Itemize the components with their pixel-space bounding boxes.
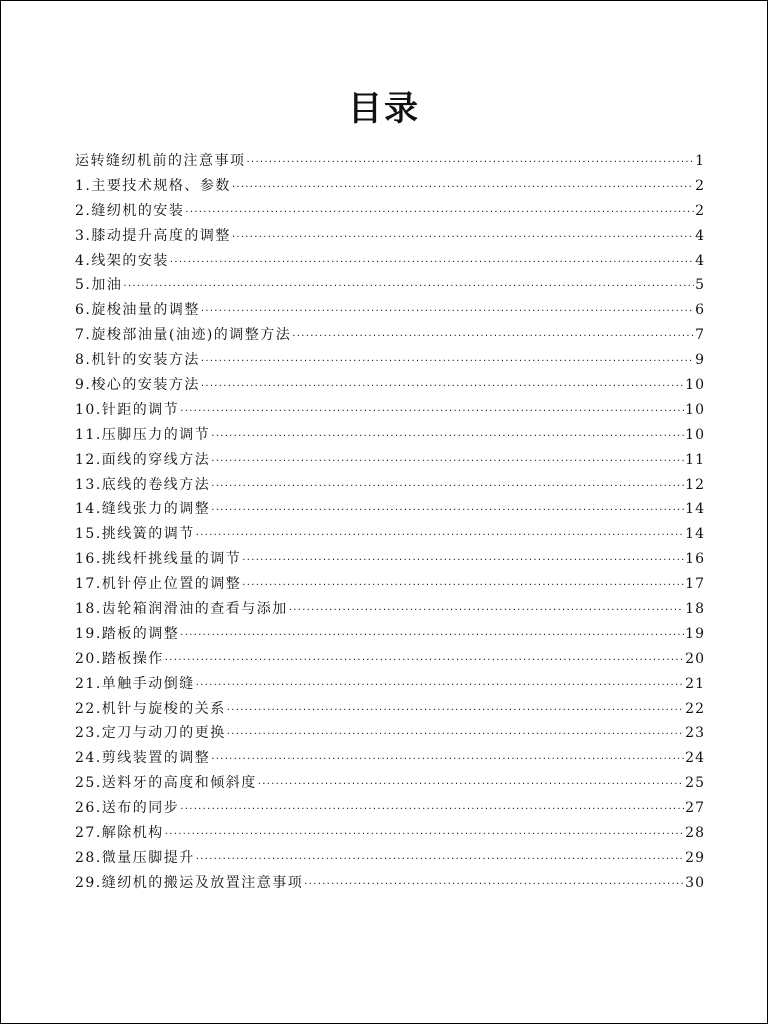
toc-entry — [75, 374, 705, 399]
toc-entry-page-number: 22 — [685, 700, 705, 717]
toc-entry-page-number: 4 — [695, 227, 705, 244]
toc-entry-label: 11.压脚压力的调节 — [75, 426, 211, 443]
toc-dot-leader — [304, 879, 684, 890]
toc-entry-page-number: 10 — [685, 426, 705, 443]
toc-dot-leader — [165, 655, 684, 666]
toc-entry-page-number: 14 — [685, 501, 705, 518]
toc-entry-page-number: 17 — [685, 576, 705, 593]
toc-dot-leader — [165, 829, 684, 840]
toc-entry — [75, 673, 705, 698]
toc-dot-leader — [211, 505, 684, 516]
toc-entry — [75, 548, 705, 573]
toc-entry-page-number: 30 — [685, 874, 705, 891]
toc-entry-label: 24.剪线装置的调整 — [75, 750, 211, 767]
toc-entry-label: 15.挑线簧的调节 — [75, 526, 195, 543]
toc-entry-page-number: 28 — [685, 825, 705, 842]
toc-entry-page-number: 19 — [685, 625, 705, 642]
toc-entry-page-number: 5 — [695, 277, 705, 294]
toc-dot-leader — [201, 381, 684, 392]
toc-entry-page-number: 18 — [685, 601, 705, 618]
toc-dot-leader — [180, 630, 684, 641]
toc-entry-label: 10.针距的调节 — [75, 401, 180, 418]
toc-entry-label: 13.底线的卷线方法 — [75, 476, 211, 493]
toc-entry — [75, 225, 705, 250]
toc-entry — [75, 349, 705, 374]
toc-entry — [75, 474, 705, 499]
toc-entry — [75, 299, 705, 324]
toc-entry-page-number: 9 — [695, 352, 705, 369]
toc-entry-page-number: 2 — [695, 202, 705, 219]
toc-entry — [75, 797, 705, 822]
toc-entry-page-number: 4 — [695, 252, 705, 269]
toc-entry-label: 8.机针的安装方法 — [75, 352, 200, 369]
toc-dot-leader — [227, 729, 684, 740]
toc-entry-label: 29.缝纫机的搬运及放置注意事项 — [75, 874, 304, 891]
table-of-contents — [75, 150, 705, 897]
toc-entry — [75, 598, 705, 623]
toc-entry — [75, 424, 705, 449]
toc-entry-label: 5.加油 — [75, 277, 123, 294]
toc-entry-label: 1.主要技术规格、参数 — [75, 177, 231, 194]
toc-dot-leader — [247, 157, 695, 168]
toc-dot-leader — [180, 804, 684, 815]
toc-dot-leader — [258, 779, 684, 790]
toc-entry — [75, 175, 705, 200]
toc-dot-leader — [201, 306, 694, 317]
toc-dot-leader — [196, 854, 684, 865]
toc-entry-page-number: 10 — [685, 377, 705, 394]
toc-entry-label: 26.送布的同步 — [75, 800, 180, 817]
toc-entry — [75, 250, 705, 275]
toc-entry — [75, 498, 705, 523]
toc-entry-label: 25.送料牙的高度和倾斜度 — [75, 775, 257, 792]
toc-dot-leader — [123, 281, 694, 292]
toc-entry-label: 20.踏板操作 — [75, 650, 164, 667]
toc-entry-label: 16.挑线杆挑线量的调节 — [75, 551, 242, 568]
toc-entry-label: 22.机针与旋梭的关系 — [75, 700, 226, 717]
toc-entry-page-number: 25 — [685, 775, 705, 792]
toc-entry-page-number: 7 — [695, 327, 705, 344]
toc-dot-leader — [289, 605, 684, 616]
toc-entry — [75, 648, 705, 673]
toc-dot-leader — [211, 754, 684, 765]
toc-entry — [75, 573, 705, 598]
toc-entry — [75, 698, 705, 723]
toc-entry-page-number: 6 — [695, 302, 705, 319]
toc-entry — [75, 822, 705, 847]
toc-entry-page-number: 23 — [685, 725, 705, 742]
toc-entry — [75, 324, 705, 349]
toc-entry-label: 18.齿轮箱润滑油的查看与添加 — [75, 601, 288, 618]
toc-dot-leader — [170, 257, 694, 268]
toc-entry-label: 19.踏板的调整 — [75, 625, 180, 642]
toc-dot-leader — [232, 182, 694, 193]
toc-entry — [75, 200, 705, 225]
toc-entry-page-number: 10 — [685, 401, 705, 418]
toc-entry-page-number: 11 — [685, 451, 705, 468]
toc-dot-leader — [292, 331, 694, 342]
toc-entry-label: 2.缝纫机的安装 — [75, 202, 185, 219]
toc-entry — [75, 274, 705, 299]
toc-dot-leader — [242, 555, 684, 566]
toc-entry-label: 12.面线的穿线方法 — [75, 451, 211, 468]
toc-dot-leader — [196, 530, 684, 541]
toc-dot-leader — [211, 456, 684, 467]
toc-entry-label: 9.梭心的安装方法 — [75, 377, 200, 394]
toc-dot-leader — [232, 232, 694, 243]
toc-dot-leader — [242, 580, 684, 591]
toc-dot-leader — [201, 356, 694, 367]
toc-entry — [75, 150, 705, 175]
toc-entry — [75, 623, 705, 648]
toc-entry — [75, 399, 705, 424]
toc-dot-leader — [211, 431, 684, 442]
toc-dot-leader — [185, 207, 694, 218]
toc-entry-page-number: 1 — [695, 153, 705, 169]
toc-entry-label: 14.缝线张力的调整 — [75, 501, 211, 518]
toc-entry — [75, 872, 705, 897]
toc-dot-leader — [211, 481, 684, 492]
toc-entry-page-number: 29 — [685, 849, 705, 866]
toc-entry — [75, 847, 705, 872]
page-title: 目录 — [348, 89, 420, 129]
toc-entry-label: 4.线架的安装 — [75, 252, 169, 269]
toc-entry — [75, 747, 705, 772]
toc-entry-page-number: 21 — [685, 675, 705, 692]
toc-entry — [75, 523, 705, 548]
toc-entry-label: 23.定刀与动刀的更换 — [75, 725, 226, 742]
toc-dot-leader — [196, 680, 684, 691]
toc-dot-leader — [180, 406, 684, 417]
toc-entry-page-number: 12 — [685, 476, 705, 493]
toc-dot-leader — [227, 705, 684, 716]
toc-entry-label: 28.微量压脚提升 — [75, 849, 195, 866]
toc-entry-page-number: 2 — [695, 177, 705, 194]
toc-entry-page-number: 14 — [685, 526, 705, 543]
toc-entry-page-number: 16 — [685, 551, 705, 568]
toc-entry-label: 3.膝动提升高度的调整 — [75, 227, 231, 244]
toc-entry-page-number: 27 — [685, 800, 705, 817]
toc-entry-label: 6.旋梭油量的调整 — [75, 302, 200, 319]
toc-entry-page-number: 24 — [685, 750, 705, 767]
toc-entry — [75, 722, 705, 747]
toc-entry-label: 运转缝纫机前的注意事项 — [75, 153, 246, 169]
toc-entry — [75, 772, 705, 797]
toc-entry-label: 17.机针停止位置的调整 — [75, 576, 242, 593]
toc-entry-label: 21.单触手动倒缝 — [75, 675, 195, 692]
toc-entry-label: 27.解除机构 — [75, 825, 164, 842]
toc-entry-page-number: 20 — [685, 650, 705, 667]
toc-entry — [75, 449, 705, 474]
toc-entry-label: 7.旋梭部油量(油迹)的调整方法 — [75, 327, 292, 344]
